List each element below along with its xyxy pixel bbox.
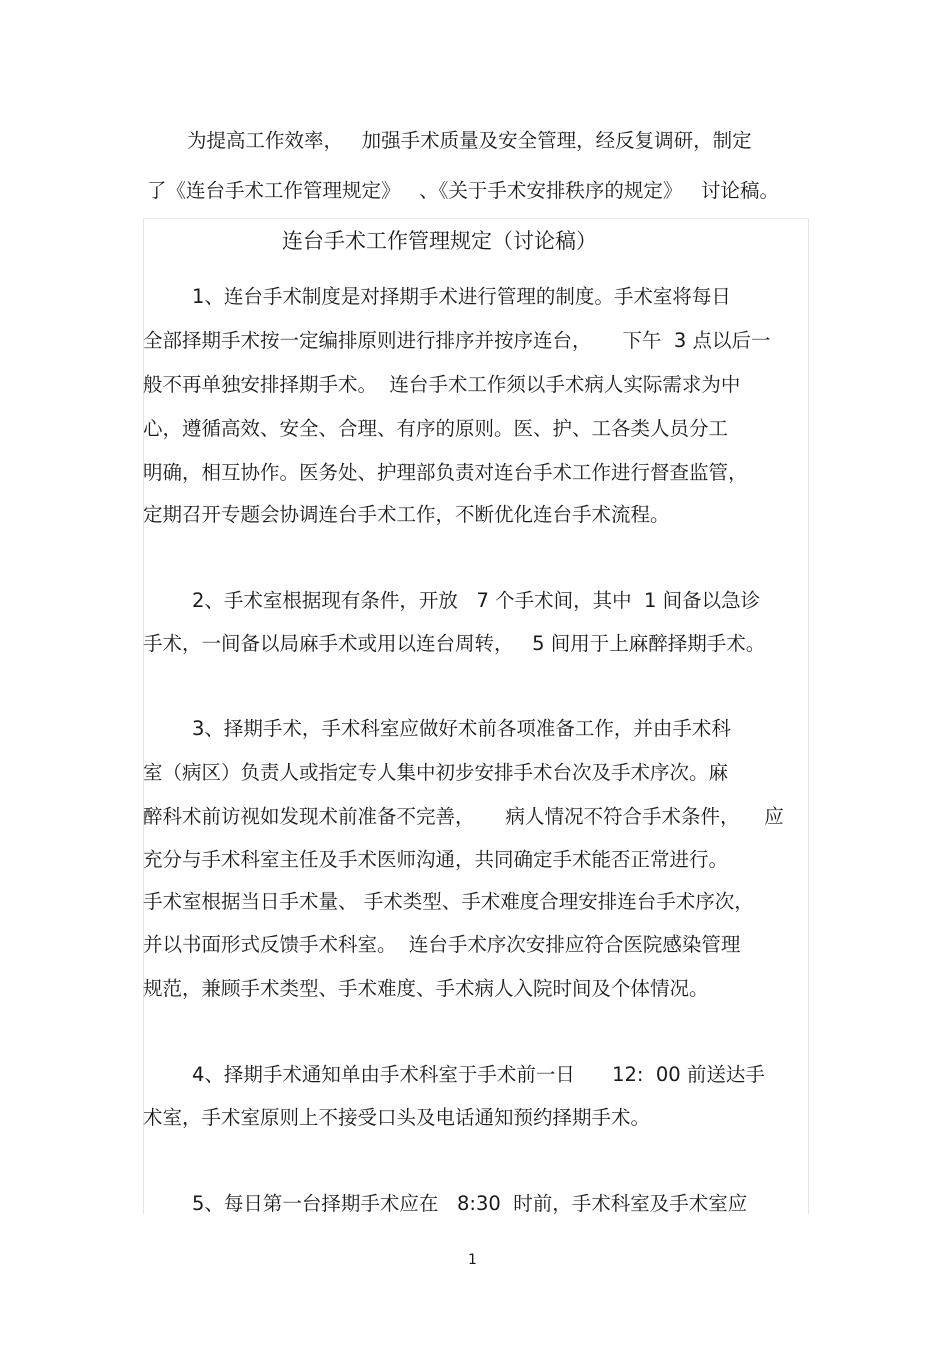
intro-line-2: 了《连台手术工作管理规定》 、《关于手术安排秩序的规定》 讨论稿。	[147, 179, 779, 202]
section-1-line: 心，遵循高效、安全、合理、有序的原则。医、护、工各类人员分工	[143, 417, 729, 440]
document-title: 连台手术工作管理规定（讨论稿）	[282, 229, 597, 253]
section-4-line: 4、择期手术通知单由手术科室于手术前一日 12: 00 前送达手	[192, 1063, 765, 1086]
section-1-line: 1、连台手术制度是对择期手术进行管理的制度。手术室将每日	[192, 285, 731, 308]
section-3-line: 醉科术前访视如发现术前准备不完善， 病人情况不符合手术条件， 应	[143, 805, 784, 828]
page-number: 1	[468, 1252, 477, 1268]
section-1-line: 定期召开专题会协调连台手术工作，不断优化连台手术流程。	[143, 503, 670, 526]
section-1-line: 般不再单独安排择期手术。 连台手术工作须以手术病人实际需求为中	[143, 373, 741, 396]
section-3-line: 手术室根据当日手术量、 手术类型、手术难度合理安排连台手术序次，	[143, 890, 754, 913]
intro-line-1: 为提高工作效率， 加强手术质量及安全管理，经反复调研，制定	[187, 129, 752, 152]
section-2-line: 手术，一间备以局麻手术或用以连台周转， 5 间用于上麻醉择期手术。	[143, 632, 766, 655]
section-3-line: 并以书面形式反馈手术科室。 连台手术序次安排应符合医院感染管理	[143, 933, 741, 956]
section-4-line: 术室，手术室原则上不接受口头及电话通知预约择期手术。	[143, 1106, 651, 1129]
section-2-line: 2、手术室根据现有条件，开放 7 个手术间，其中 1 间备以急诊	[192, 589, 761, 612]
section-3-line: 3、择期手术，手术科室应做好术前各项准备工作，并由手术科	[192, 717, 731, 740]
section-1-line: 明确，相互协作。医务处、护理部负责对连台手术工作进行督查监管，	[143, 461, 748, 484]
section-3-line: 充分与手术科室主任及手术医师沟通，共同确定手术能否正常进行。	[143, 848, 729, 871]
section-3-line: 室（病区）负责人或指定专人集中初步安排手术台次及手术序次。麻	[143, 761, 729, 784]
section-1-line: 全部择期手术按一定编排原则进行排序并按序连台， 下午 3 点以后一	[143, 329, 771, 352]
section-3-line: 规范，兼顾手术类型、手术难度、手术病人入院时间及个体情况。	[143, 977, 709, 1000]
section-5-line: 5、每日第一台择期手术应在 8:30 时前，手术科室及手术室应	[192, 1192, 748, 1215]
